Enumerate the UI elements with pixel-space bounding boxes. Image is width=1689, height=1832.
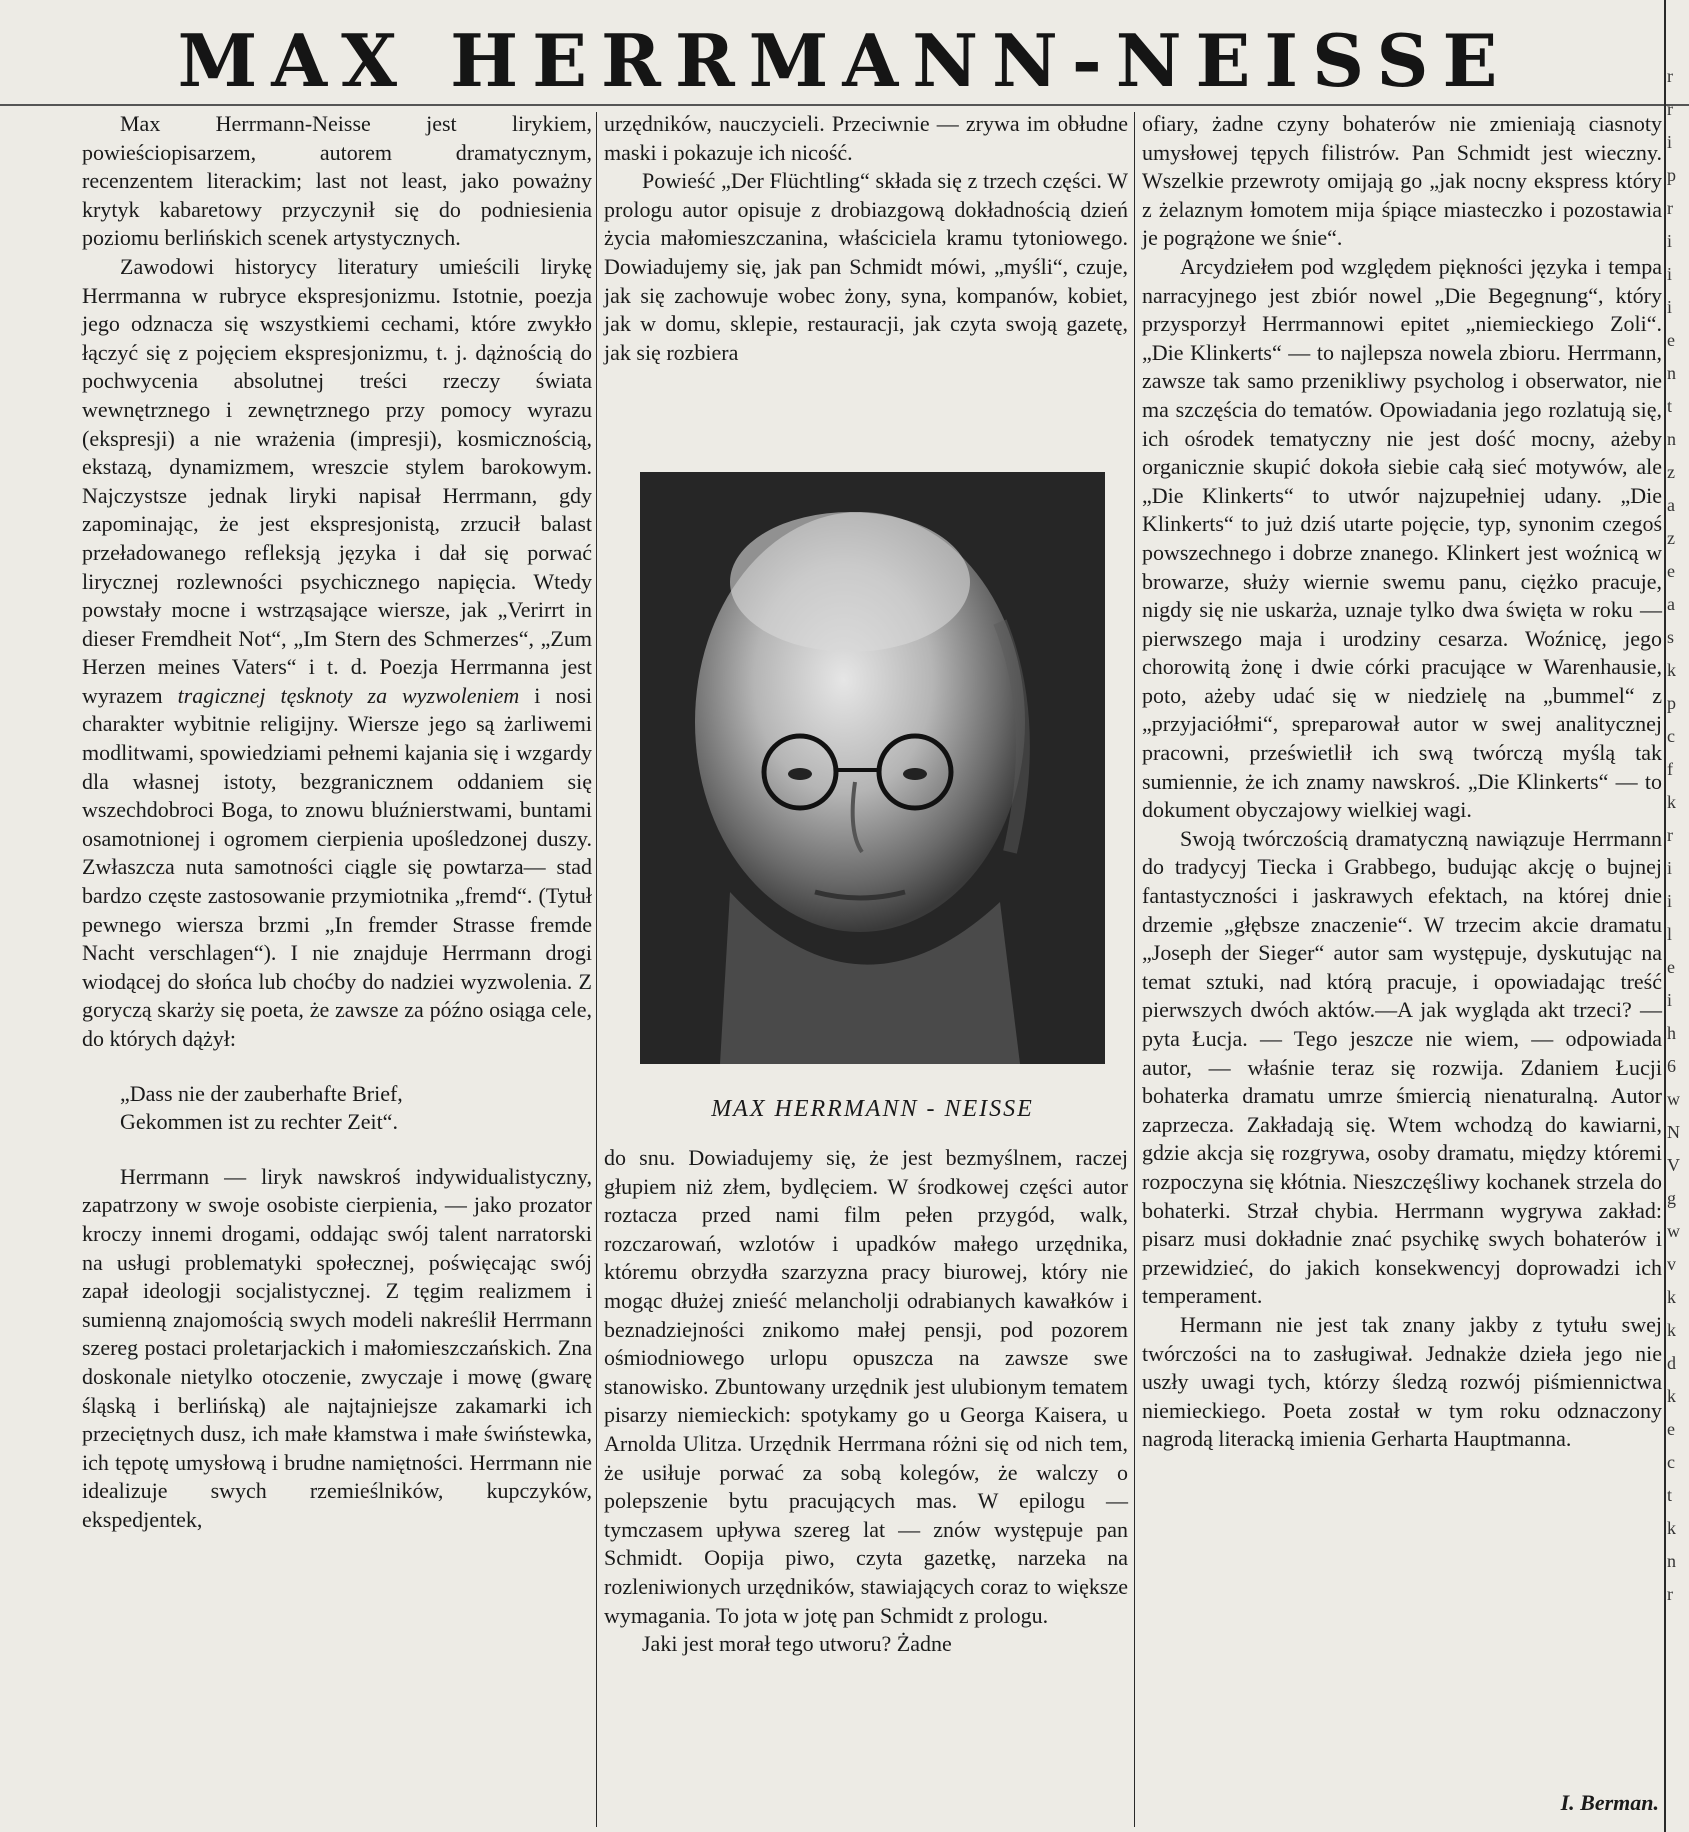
edge-letter: a: [1667, 495, 1675, 515]
col3-paragraph-2: Arcydziełem pod względem piękności języka i tempa narracyjnego jest zbiór nowel „Die Begegnung“, który przysporzył Herrmannowi epitet „niemieckiego Zoli“. „Die Klinkerts“ — to najlepsza nowela zbioru. Herrmann, zawsze tak samo przenikliwy psycholog i obserwator, nie ma szczęścia do tematów. Opowiadania jego rozlatują się, ich ośrodek tematyczny nie jest dość mocny, ażeby organicznie skupić dokoła siebie całą sieć motywów, ale „Die Klinkerts“ to utwór najzupełniej udany. „Die Klinkerts“ to już dziś utarte pojęcie, typ, synonim czegoś powszechnego i dobrze znanego. Klinkert jest woźnicą w browarze, służy wiernie swemu panu, ciężko pracuje, nigdy się nie uskarża, uznaje tylko dwa święta w roku — pierwszego maja i urodziny cesarza. Woźnicę, jego chorowitą żonę i dwie córki pracujące w Warenhausie, poto, ażeby udać się w niedzielę na „bummel“ z „przyjaciółmi“, spreparował autor w swej analitycznej pracowni, prześwietlił ich swą twórczą myślą tak sumiennie, że ich znamy nawskroś. „Die Klinkerts“ — to dokument obyczajowy wielkiej wagi.: [1142, 253, 1662, 823]
column-1: [82, 110, 592, 1535]
poem-quote: [120, 1080, 592, 1137]
poem-line-2: Gekommen ist zu rechter Zeit“.: [120, 1109, 398, 1135]
col1-p2-text-after: i nosi charakter wybitnie religijny. Wiersze jego są żarliwemi modlitwami, spowiedziami pełnemi kajania się i wzgardy dla własnej istoty, bezgranicznem oddaniem się wszechdobroci Boga, to znowu bluźnierstwami, buntami osamotnionej i ogromem cierpienia upośledzonej duszy. Zwłaszcza nuta samotności ciągle się powtarza— stad bardzo częste zastosowanie przymiotnika „fremd“. (Tytuł pewnego wiersza brzmi „In fremder Strasse fremde Nacht verschlagen“). I nie znajduje Herrmann drogi wiodącej do słońca lub choćby do nadziei wyzwolenia. Z goryczą skarży się poeta, że zawsze za późno osiąga cele, do których dążył:: [82, 682, 592, 1051]
edge-letter: i: [1667, 858, 1673, 878]
column-divider-2: [1134, 112, 1135, 1827]
edge-letter: a: [1667, 594, 1675, 614]
col3-paragraph-1: ofiary, żadne czyny bohaterów nie zmieniają ciasnoty umysłowej tępych filistrów. Pan Schmidt jest wieczny. Wszelkie przewroty omijają go „jak nocny ekspress który z żelaznym łomotem mija śpiące miasteczko i pozostawia je pogrążone we śnie“.: [1142, 111, 1662, 251]
right-edge-divider: [1664, 0, 1666, 1832]
edge-letter: i: [1667, 264, 1673, 284]
edge-letter: k: [1667, 660, 1676, 680]
edge-letter: k: [1667, 1518, 1676, 1538]
col1-paragraph-1: Max Herrmann-Neisse jest lirykiem, powieściopisarzem, autorem dramatycznym, recenzentem literackim; last not least, jako poważny krytyk kabaretowy przyczynił się do podniesienia poziomu berlińskich scenek artystycznych.: [82, 111, 592, 251]
edge-letter: i: [1667, 231, 1673, 251]
edge-letter: w: [1667, 1089, 1680, 1109]
edge-letter: V: [1667, 1155, 1680, 1175]
col2-paragraph-4: Jaki jest morał tego utworu? Żadne: [642, 1631, 952, 1657]
edge-letter: h: [1667, 1023, 1676, 1043]
edge-letter: n: [1667, 1551, 1676, 1571]
edge-letter: r: [1667, 198, 1673, 218]
edge-letter: n: [1667, 429, 1676, 449]
edge-letter: i: [1667, 990, 1673, 1010]
column-divider-1: [596, 112, 597, 1827]
edge-letter: e: [1667, 330, 1675, 350]
col1-paragraph-2: [82, 253, 592, 1054]
edge-letter: e: [1667, 561, 1675, 581]
edge-letter: t: [1667, 1485, 1673, 1505]
top-rule: [0, 104, 1689, 106]
edge-letter: r: [1667, 66, 1673, 86]
poem-line-1: „Dass nie der zauberhafte Brief,: [120, 1080, 403, 1106]
edge-letter: r: [1667, 825, 1673, 845]
edge-letter: i: [1667, 891, 1673, 911]
edge-letter: p: [1667, 165, 1676, 185]
col1-p2-text-before: Zawodowi historycy literatury umieścili lirykę Herrmanna w rubryce ekspresjonizmu. Istotnie, poezja jego odznacza się wszystkiemi cechami, które zwykło łączyć się z pojęciem ekspresjonizmu, t. j. dążnością do pochwycenia absolutnej treści rzeczy świata wewnętrznego i zewnętrznego przy pomocy wyrazu (ekspresji) a nie wrażenia (impresji), kosmicznością, ekstazą, dynamizmem, wreszcie stylem barokowym. Najczystsze jednak liryki napisał Herrmann, gdy zapominając, że jest ekspresjonistą, zrzucił balast przeładowanego refleksją języka i dał się porwać lirycznej rozlewności psychicznego napięcia. Wtedy powstały mocne i wstrząsające wiersze, jak „Verirrt in dieser Fremdheit Not“, „Im Stern des Schmerzes“, „Zum Herzen meines Vaters“ i t. d. Poezja Herrmanna jest wyrazem: [82, 253, 592, 708]
col3-paragraph-4: Hermann nie jest tak znany jakby z tytułu swej twórczości na to zasługiwał. Jednakże dzieła jego nie uszły uwagi tych, którzy śledzą rozwój piśmiennictwa niemieckiego. Poeta został w tym roku odznaczony nagrodą literacką imienia Gerharta Hauptmanna.: [1142, 1311, 1662, 1452]
edge-letter: r: [1667, 99, 1673, 119]
edge-letter: s: [1667, 627, 1675, 647]
edge-letter: e: [1667, 957, 1675, 977]
page-title: MAX HERRMANN-NEISSE: [177, 18, 1512, 103]
column-2-top: [604, 110, 1128, 367]
portrait-illustration: [640, 472, 1105, 1064]
edge-letter: e: [1667, 1419, 1675, 1439]
portrait-photo: [640, 472, 1105, 1064]
col1-paragraph-3: Herrmann — liryk nawskroś indywidualistyczny, zapatrzony w swoje osobiste cierpienia, — jako prozator kroczy innemi drogami, oddając swój talent narratorski na usługi problematyki społecznej, poświęcając swój zapał ideologji socjalistycznej. Z tęgim realizmem i sumienną znajomością swych modeli nakreślił Herrmann szereg postaci proletarjackich i małomieszczańskich. Zna doskonale nietylko otoczenie, zwyczaje i mowę (gwarę śląską i berlińską) ale najtajniejsze zakamarki ich przeciętnych dusz, ich małe kłamstwa i małe świństewka, ich tępotę umysłową i brudne namiętności. Herrmann nie idealizuje swych rzemieślników, kupczyków, ekspedjentek,: [82, 1163, 592, 1532]
edge-letter: v: [1667, 1254, 1676, 1274]
edge-letter: z: [1667, 462, 1675, 482]
edge-letter: i: [1667, 132, 1673, 152]
column-2-bottom: [604, 1144, 1128, 1659]
col3-paragraph-3: Swoją twórczością dramatyczną nawiązuje Herrmann do tradycyj Tiecka i Grabbego, budując akcję o bujnej fantastyczności i jaskrawych efektach, na której dnie drzemie „głębsze znaczenie“. W trzecim akcie dramatu „Joseph der Sieger“ autor sam występuje, dyskutując na temat sztuki, nad którą pracuje, i opowiadając treść pierwszych dwóch aktów.—A jak wygląda akt trzeci? — pyta Łucja. — Tego jeszcze nie wiem, — odpowiada autor, — właśnie teraz się rozwija. Zdaniem Łucji bohaterka dramatu umrze śmiercią nienaturalną. Autor zaprzecza. Zakładają się. Wtem wchodzą do kawiarni, gdzie akcja się rozgrywa, osoby dramatu, między któremi rozpoczyna się kłótnia. Nieszczęśliwy kochanek strzela do bohaterki. Strzał chybia. Herrmann wygrywa zakład: pisarz musi dokładnie znać psychikę swych bohaterów i przewidzieć, do jakich konsekwencyj doprowadzi ich temperament.: [1142, 825, 1662, 1309]
edge-letter: p: [1667, 693, 1676, 713]
adjacent-column-fragment: [1667, 60, 1689, 1832]
photo-caption: MAX HERRMANN - NEISSE: [711, 1096, 1034, 1122]
edge-letter: i: [1667, 297, 1673, 317]
edge-letter: k: [1667, 1386, 1676, 1406]
edge-letter: z: [1667, 528, 1675, 548]
edge-letter: c: [1667, 1452, 1675, 1472]
edge-letter: n: [1667, 363, 1676, 383]
edge-letter: 6: [1667, 1056, 1676, 1076]
col2-paragraph-3: do snu. Dowiadujemy się, że jest bezmyślnem, raczej głupiem niż złem, bydlęciem. W środkowej części autor roztacza przed nami film pełen przygód, walk, rozczarowań, wzlotów i upadków małego urzędnika, któremu obrzydła szarzyzna pracy biurowej, który nie mogąc dłużej znieść melancholji odrabianych kawałków i beznadziejności znikomo małej pensji, pod pozorem ośmiodniowego urlopu opuszcza na zawsze swe stanowisko. Zbuntowany urzędnik jest ulubionym tematem pisarzy niemieckich: spotykamy go u Georga Kaisera, u Arnolda Ulitza. Urzędnik Herrmana różni się od nich tem, że usiłuje porwać za sobą kolegów, że walczy o polepszenie bytu pracujących mas. W epilogu — tymczasem upływa szereg lat — znów występuje pan Schmidt. Oopija piwo, czyta gazetkę, narzeka na rozleniwionych urzędników, stawiających coraz to większe wymagania. To jota w jotę pan Schmidt z prologu.: [604, 1145, 1128, 1628]
edge-letter: w: [1667, 1221, 1680, 1241]
edge-letter: k: [1667, 1320, 1676, 1340]
edge-letter: N: [1667, 1122, 1680, 1142]
edge-letter: k: [1667, 792, 1676, 812]
edge-letter: g: [1667, 1188, 1676, 1208]
edge-letter: c: [1667, 726, 1675, 746]
column-3: [1142, 110, 1662, 1454]
edge-letter: f: [1667, 759, 1673, 779]
edge-letter: k: [1667, 1287, 1676, 1307]
col2-paragraph-2: Powieść „Der Flüchtling“ składa się z trzech części. W prologu autor opisuje z drobiazgową dokładnością dzień życia małomieszczanina, właściciela kramu tytoniowego. Dowiadujemy się, jak pan Schmidt mówi, „myśli“, czuje, jak się zachowuje wobec żony, syna, kompanów, kobiet, jak w domu, sklepie, restauracji, jak czyta swoją gazetę, jak się rozbiera: [604, 168, 1128, 365]
col1-p2-italic: tragicznej tęsknoty za wyzwoleniem: [177, 682, 520, 708]
col2-paragraph-1: urzędników, nauczycieli. Przeciwnie — zrywa im obłudne maski i pokazuje ich nicość.: [604, 111, 1128, 165]
edge-letter: r: [1667, 1584, 1673, 1604]
edge-letter: l: [1667, 924, 1673, 944]
edge-letter: t: [1667, 396, 1673, 416]
author-signature: I. Berman.: [1560, 1790, 1659, 1815]
edge-letter: d: [1667, 1353, 1676, 1373]
